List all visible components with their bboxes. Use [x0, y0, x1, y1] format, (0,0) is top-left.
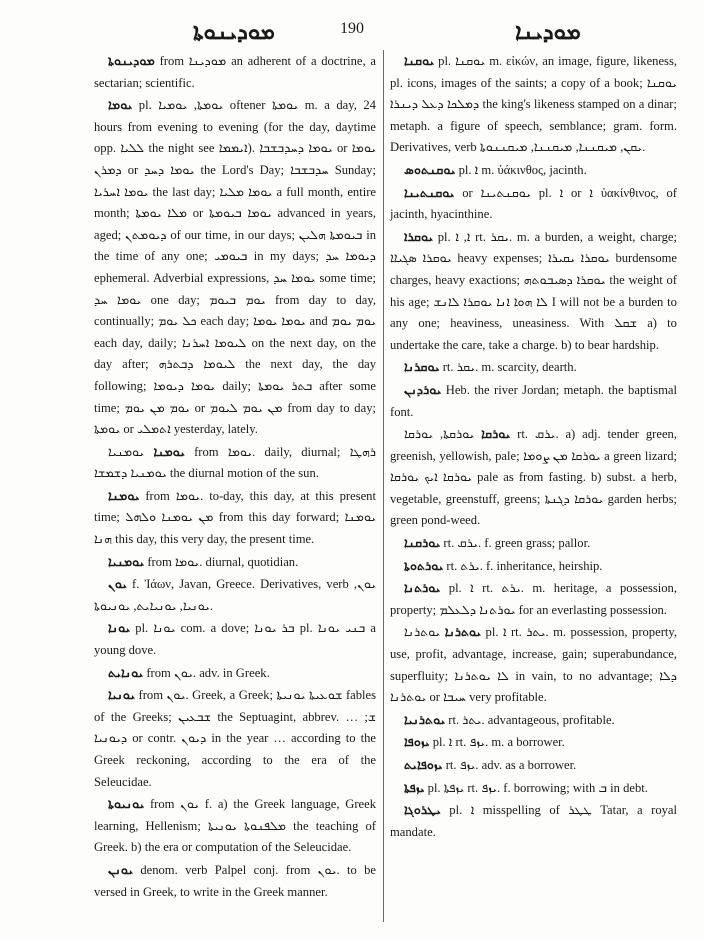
entry-text: Heb. the river Jordan; metaph. the baptismal font. [390, 382, 677, 419]
headword: ܝܙܦܬܐ [404, 779, 425, 795]
left-column [94, 50, 376, 903]
entry [390, 777, 677, 800]
headword: ܝܙܘܦܐܝܬ [404, 757, 443, 772]
entry-text: pl. ܝܘܩܢܐ m. εἰκών, an image, figure, likeness, pl. icons, images of the saints; a copy of a book; ܝܘܩܢܐ ܕܡܠܟܐ ܕܥܠ ܕܝܢܪܐ the king's likeness stamped on a dinar; metaph. a figure of speech, semblance; gram. form. Derivatives, verb ܝܩܢ, ܡܝܩܢܢܐ, ܡܝܩܢܢܐ, ܡܝܩܢܢܘܬܐ. [390, 54, 677, 155]
headword: ܝܘܢ [108, 576, 127, 592]
headword: ܝܘܪܩܐ [481, 426, 511, 442]
headword: ܝܘܡܢܐ [153, 443, 185, 459]
entry-text: pl. ܐ m. ὑάκινθος, jacinth. [458, 162, 587, 177]
entry-text: pl. ܐ rt. ܝܙܦ. m. a borrower. [432, 735, 565, 750]
entry-text: from ܡܘܕܝܢܐ an adherent of a doctrine, a sectarian; scientific. [94, 54, 376, 90]
headword: ܝܘܩܢܐ [404, 53, 435, 68]
entry-text: denom. verb Palpel conj. from ܝܘܢ. to be versed in Greek, to write in the Greek manner. [94, 862, 376, 899]
entry-text: rt. ܝܙܦ. adv. as a borrower. [445, 758, 577, 772]
entry [94, 485, 376, 551]
headword: ܡܘܕܝܢܘܬܐ [108, 53, 155, 68]
entry-text: ܝܘܪܩܬܐ, ܝܘܪܩܐ rt. ܝܪܩ. a) adj. tender green, greenish, yellowish, pale; ܝܘܪܩܐ ܡܢ ܨܘܡܐ a green lizard; ܝܘܪܩܐ ܐܝܟ ܝܘܪܩܐ pale as from fasting. b) subst. a herb, vegetable, greenstuff, greens; ܝܘܪܩܐ ܕܓܢܬܐ garden herbs; green pond-weed. [390, 427, 677, 528]
headword: ܝܛܪܘܓܐ [404, 802, 441, 818]
entry [390, 356, 677, 379]
headword: ܝܘܩܢܬܝܢܐ [404, 184, 455, 200]
headword: ܝܘܪܩܢܐ [404, 535, 441, 551]
headword: ܝܘܢܐܝܬ [108, 664, 144, 680]
headword: ܝܘܪܬܘܬܐ [404, 557, 444, 573]
entry-text: rt. ܝܪܬ. f. inheritance, heirship. [446, 558, 603, 573]
headword: ܝܘܩܢܬܘܣ [404, 161, 456, 177]
entry-text: f. Ἰάων, Javan, Greece. Derivatives, verb ܝܘܢ, ܝܘܢܝܐ, ܝܘܢܝܐܝܬ, ܝܘܢܝܘܬܐ. [94, 577, 376, 613]
entry [390, 379, 677, 423]
entry-text: pl. ܝܘܡܬܐ, ܝܘܡܝܐ oftener ܝܘܡܬܐ m. a day, 24 hours from evening to evening (for the day, daytime opp. ܠܠܝܐ the night see ܐܝܡܡܐ). ܝܘܡܐ ܕܚܕܒܫܒܐ or ܝܘܡܐ ܕܡܪܢ or ܝܘܡܐ ܕܚܕ the Lord's Day; ܚܕܒܫܒܐ Sunday; ܝܘܡܐ ܐܚܪܝܐ the last day; ܝܘܡܐ ܡܠܝܐ a full month, entire month; ܡܠܐ ܝܘܡܬܐ or ܝܘܡܐ ܒܝܘܡܬܐ advanced in years, aged; ܕܝܘܡܬܢ of our time, in our days; ܒܝܘܡܬܐ ܗܠܝܢ in the time of any one; ܒܝܘܡܝ in my days; ܕܝܘܡܐ ܚܕ ephemeral. Adverbial expressions, ܝܘܡܐ ܚܕ some time; ܝܘܡܐ ܚܕ one day; ܝܘܡ ܒܝܘܡ from day to day, continually; ܟܠ ܝܘܡ each day; ܝܘܡܐ ܝܘܡܐ and ܝܘܡ ܝܘܡ each day, daily; ܠܝܘܡܐ ܐܚܪܢܐ on the next day, on the day after; ܠܝܘܡܐ ܕܒܬܪܗ the next day, the day following; ܝܘܡܐ ܕܝܘܡܐ daily; ܒܬܪ ܝܘܡܬܐ after some time; ܝܘܡ ܡܢ ܝܘܡ or ܡܢ ܝܘܡ ܠܝܘܡ from day to day; ܝܘܡܬܐ or ܐܬܡܠܝ yesterday, lately. [94, 98, 377, 437]
entry-text: pl. ܐ misspelling of ܛܛܪ Tatar, a royal mandate. [390, 803, 677, 839]
headword: ܝܘܡܐ [108, 97, 133, 113]
headword: ܝܘܡܢܐ [108, 487, 140, 503]
headword: ܝܘܢܢ [108, 861, 133, 877]
entry-text: rt. ܝܩܪ. m. scarcity, dearth. [442, 360, 577, 375]
entry [94, 662, 376, 685]
entry [94, 684, 376, 793]
entry [390, 754, 677, 777]
headword: ܝܘܢܐ [108, 620, 131, 636]
headword: ܝܘܢܝܐ [108, 687, 135, 703]
entry [390, 423, 677, 532]
entry-text: from ܝܘܢ. Greek, a Greek; ܫܘܥܝܬܐ ܝܘܢܝܬܐ fables of the Greeks; ܫܒܥܝܢ the Septuagint, abbrev. ܫ; … ܕܝܘܢܝܐ or contr. ܕܝܘܢ in the year … according to the Greek reckoning, according to the era of the Seleucidae. [94, 688, 377, 789]
entry [390, 621, 677, 708]
right-column [390, 50, 677, 843]
entry-text: pl. ܝܙܦܬܐ rt. ܝܙܦ. f. borrowing; with ܒ in debt. [427, 780, 648, 795]
entry-text: ܝܘܬܪܢܐ pl. ܐ rt. ܝܬܪ. m. possession, property, use, profit, advantage, increase, gain; superabundance, superfluity; ܠܐ ܝܘܬܪܢܐ in vain, to no advantage; ܕܠܐ ܝܘܬܪܢܐ or ܚܝܒܐ very profitable. [390, 625, 678, 705]
entry [94, 617, 376, 661]
entry-text: from ܝܘܡܐ. diurnal, quotidian. [147, 554, 299, 569]
entry [390, 799, 677, 843]
entry [94, 441, 376, 485]
headword: ܝܘܪܕܢܢ [404, 381, 442, 397]
entry [390, 159, 677, 182]
entry-text: pl. ܝܘܢܐ com. a dove; ܒܪ ܝܘܢܐ pl. ܒܢܝ ܝܘܢܐ a young dove. [94, 621, 376, 658]
entry [94, 859, 376, 903]
entry [390, 50, 677, 159]
entry [390, 182, 677, 226]
entry [390, 709, 677, 732]
entry [390, 555, 677, 578]
entry [94, 573, 376, 617]
entry-text: or ܝܘܩܢܬܝܢܐ pl. ܐ or ܐ ὑακίνθινος, of jacinth, hyacinthine. [390, 185, 677, 222]
entry [94, 94, 376, 441]
page-number: 190 [340, 20, 364, 37]
entry-text: pl. ܐ rt. ܝܪܬ. m. heritage, a possession, property; ܝܘܪܬܢܐ ܕܠܥܠܡ for an everlasting possession. [390, 581, 678, 617]
headword: ܝܘܡܢܝܐ [108, 553, 145, 569]
entry [94, 793, 376, 859]
headword: ܝܙܘܦܐ [404, 734, 430, 750]
column-divider [383, 50, 384, 922]
entry-text: from ܝܘܡܐ. to-day, this day, at this present time; ܡܢ ܝܘܡܢܐ ܘܠܗܠ from this day forward; ܝܘܡܢܐ ܗܢܐ this day, this very day, the present time. [94, 488, 376, 547]
entry-text: from ܝܘܢ. adv. in Greek. [146, 665, 270, 680]
entry [94, 551, 376, 574]
headword: ܝܘܩܪܐ [404, 228, 433, 244]
entry-text: ܝܘܡܢܝܐ from ܝܘܡܐ. daily, diurnal; ܪܗܛܐ ܝܘܡܢܝܐ ܕܫܡܫܐ the diurnal motion of the sun. [94, 444, 377, 481]
entry-text: pl. ܐ, ܐ rt. ܝܩܪ. m. a burden, a weight, charge; ܝܘܩܪܐ ܣܓܝܐܐ heavy expenses; ܝܘܩܪܐ ܝܩܝܪܐ burdensome charges, heavy exactions; ܝܘܩܪܐ ܕܣܝܒܘܬܗ the weight of his age; ܠܐ ܗܘܐ ܐܢܐ ܝܘܩܪܐ ܠܐܢܫ I will not be a burden to any one; heaviness, uneasiness. With ܫܩܠ a) to undertake the care, take a charge. b) to bear hardship. [390, 229, 678, 352]
entry [390, 731, 677, 754]
page-header [0, 18, 704, 44]
headword: ܝܘܬܪܢܐ [444, 624, 482, 640]
entry-text: rt. ܝܬܪ. advantageous, profitable. [448, 712, 615, 727]
entry-text: from ܝܘܢ f. a) the Greek language, Greek learning, Hellenism; ܡܠܦܢܘܬܐ ܝܘܢܝܬܐ the teaching of Greek. b) the era or computation of the Seleucidae. [94, 797, 377, 855]
left-running-head: ܡܘܕܝܢܘܬܐ [193, 20, 275, 45]
headword: ܝܘܬܪܢܝܐ [404, 711, 446, 727]
headword: ܝܘܩܪܢܐ [404, 359, 440, 375]
entry [390, 577, 677, 621]
entry [390, 226, 677, 357]
headword: ܝܘܪܬܢܐ [404, 580, 441, 596]
entry-text: rt. ܝܪܩ. f. green grass; pallor. [443, 536, 591, 551]
entry [94, 50, 376, 94]
headword: ܝܘܢܝܘܬܐ [108, 796, 145, 812]
right-running-head: ܡܘܕܝܢܐ [515, 20, 581, 45]
entry [390, 532, 677, 555]
